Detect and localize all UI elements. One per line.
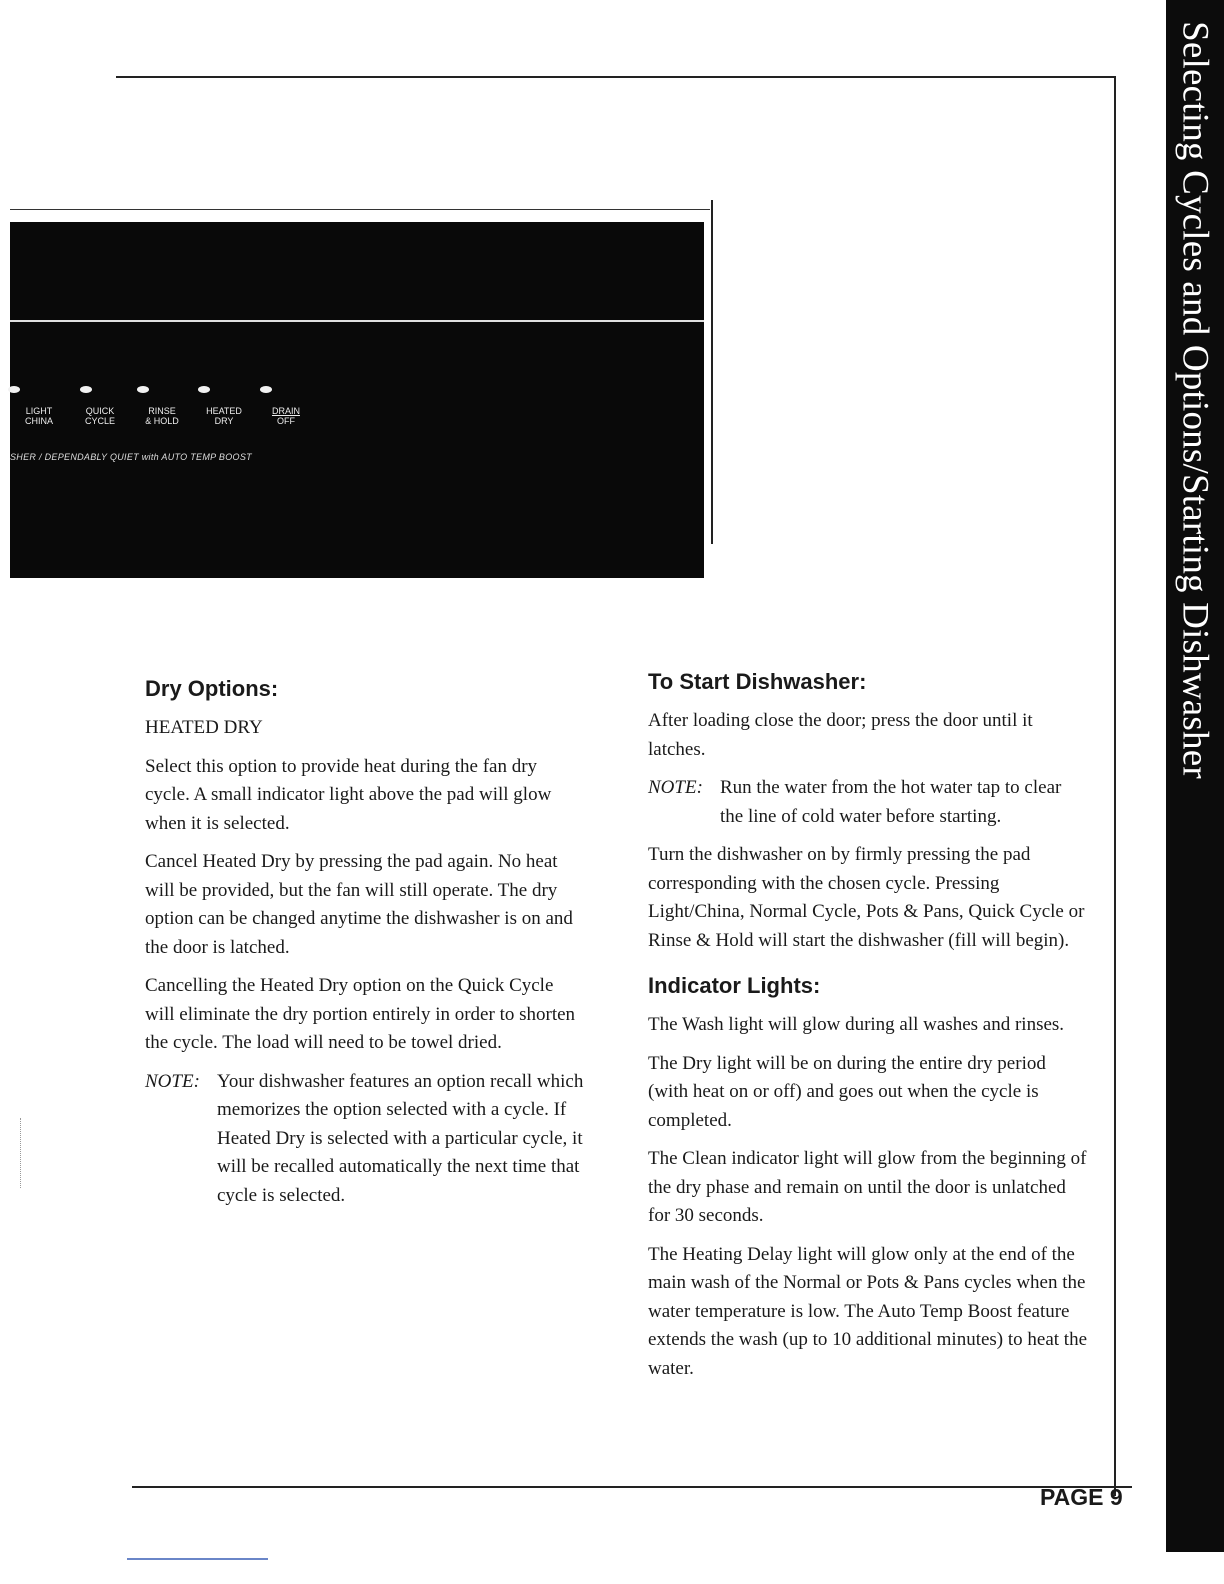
drain-off-pad-label: DRAIN OFF [271, 406, 300, 426]
light-china-pad-label: LIGHT CHINA [24, 406, 53, 426]
panel-gap-line [10, 320, 704, 322]
page-number: PAGE 9 [1040, 1484, 1123, 1510]
indicator-lights-heading: Indicator Lights: [648, 973, 821, 998]
panel-rule [10, 209, 710, 210]
indicator-light [198, 386, 210, 393]
note-label: NOTE: [648, 777, 703, 798]
indicator-light [260, 386, 272, 393]
hot-water-note [648, 774, 1088, 831]
rinse-hold-pad-label: RINSE & HOLD [145, 406, 179, 426]
bottom-blue-line [127, 1558, 268, 1560]
option-recall-note [145, 1068, 585, 1211]
paragraph: The Heating Delay light will glow only at the end of the main wash of the Normal or Pots & Pans cycles when the water temperature is low. The Auto Temp Boost feature extends the wash (up to 10 additional minutes) to heat the water. [648, 1243, 1088, 1379]
note-text: Run the water from the hot water tap to clear the line of cold water before starting. [720, 777, 1062, 827]
panel-brand-text: SHER / DEPENDABLY QUIET with AUTO TEMP BOOST [10, 452, 252, 462]
dry-options-heading: Dry Options: [145, 676, 279, 701]
paragraph: The Dry light will be on during the entire dry period (with heat on or off) and goes out when the cycle is completed. [648, 1052, 1046, 1131]
section-tab-title: Selecting Cycles and Options/Starting Dishwasher [1174, 21, 1216, 779]
margin-marks [20, 1118, 29, 1188]
indicator-light [8, 386, 20, 393]
paragraph: Cancel Heated Dry by pressing the pad again. No heat will be provided, but the fan will still operate. The dry option can be changed anytime the dishwasher is on and the door is latched. [145, 851, 573, 958]
right-rule [1114, 76, 1116, 1496]
indicator-light [80, 386, 92, 393]
control-panel-photo [10, 222, 704, 578]
heated-dry-subheading: HEATED DRY [145, 717, 263, 738]
note-text: Your dishwasher features an option recall which memorizes the option selected with a cycle. If Heated Dry is selected with a particular cycle, it will be recalled automatically the next time that cycle is selected. [217, 1070, 584, 1206]
paragraph: The Clean indicator light will glow from the beginning of the dry phase and remain on until the door is unlatched for 30 seconds. [648, 1148, 1087, 1226]
paragraph: Select this option to provide heat during the fan dry cycle. A small indicator light above the pad will glow when it is selected. [145, 755, 552, 834]
quick-cycle-pad-label: QUICK CYCLE [84, 406, 115, 426]
note-label: NOTE: [145, 1070, 200, 1092]
paragraph: Turn the dishwasher on by firmly pressing the pad corresponding with the chosen cycle. Pressing Light/China, Normal Cycle, Pots & Pans, Quick Cycle or Rinse & Hold will start the dishwasher (fill will begin). [648, 844, 1085, 951]
paragraph: Cancelling the Heated Dry option on the Quick Cycle will eliminate the dry portion entirely in order to shorten the cycle. The load will need to be towel dried. [145, 975, 576, 1053]
left-column [145, 674, 585, 1220]
right-column [648, 667, 1088, 1393]
heated-dry-pad-label: HEATED DRY [206, 406, 242, 426]
paragraph: The Wash light will glow during all washes and rinses. [648, 1014, 1065, 1035]
bottom-rule [132, 1486, 1132, 1488]
panel-edge-line [711, 200, 713, 544]
paragraph: After loading close the door; press the door until it latches. [648, 710, 1033, 760]
top-rule [116, 76, 1116, 78]
start-dishwasher-heading: To Start Dishwasher: [648, 669, 867, 694]
indicator-light [137, 386, 149, 393]
